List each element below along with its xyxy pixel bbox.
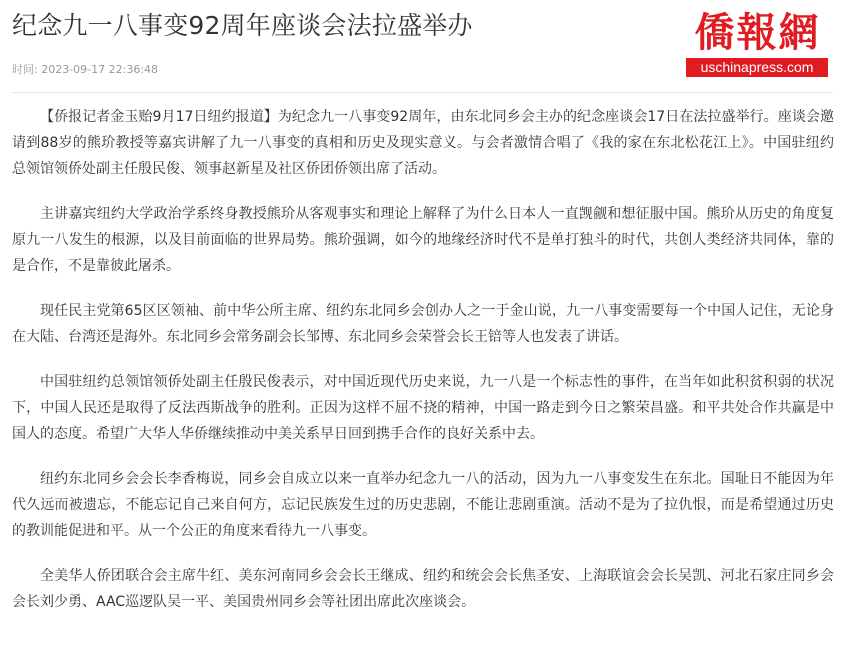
article-paragraph: 主讲嘉宾纽约大学政治学系终身教授熊玠从客观事实和理论上解释了为什么日本人一直觊觎和想征服中国。熊玠从历史的角度复原九一八发生的根源，以及目前面临的世界局势。熊玠强调，如今的地缘经济时代不是单打独斗的时代，共创人类经济共同体，靠的是合作，不是靠彼此屠杀。 [12,206,834,274]
article-paragraph: 现任民主党第65区区领袖、前中华公所主席、纽约东北同乡会创办人之一于金山说，九一八事变需要每一个中国人记住，无论身在大陆、台湾还是海外。东北同乡会常务副会长邹博、东北同乡会荣誉会长王锫等人也发表了讲话。 [12,303,834,345]
article-paragraph: 纽约东北同乡会会长李香梅说，同乡会自成立以来一直举办纪念九一八的活动，因为九一八事变发生在东北。国耻日不能因为年代久远而被遗忘，不能忘记自己来自何方，忘记民族发生过的历史悲剧，不能让悲剧重演。活动不是为了拉仇恨，而是希望通过历史的教训能促进和平。从一个公正的角度来看待九一八事变。 [12,471,834,539]
logo-wordmark: 僑報網 [694,9,821,56]
page-title: 纪念九一八事变92周年座谈会法拉盛举办 [12,11,473,40]
article-paragraph: 中国驻纽约总领馆领侨处副主任殷民俊表示，对中国近现代历史来说，九一八是一个标志性的事件，在当年如此积贫积弱的状况下，中国人民还是取得了反法西斯战争的胜利。正因为这样不屈不挠的精神，中国一路走到今日之繁荣昌盛。和平共处合作共赢是中国人的态度。希望广大华人华侨继续推动中美关系早日回到携手合作的良好关系中去。 [12,374,834,442]
article-paragraph: 全美华人侨团联合会主席牛红、美东河南同乡会会长王继成、纽约和统会会长焦圣安、上海联谊会会长吴凯、河北石家庄同乡会会长刘少勇、AAC巡逻队吴一平、美国贵州同乡会等社团出席此次座谈会。 [12,568,834,610]
article-header [0,0,845,92]
article-body [12,104,834,634]
header-divider [12,92,833,93]
publish-time: 时间: 2023-09-17 22:36:48 [12,63,159,76]
article-paragraph: 【侨报记者金玉贻9月17日纽约报道】为纪念九一八事变92周年，由东北同乡会主办的纪念座谈会17日在法拉盛举行。座谈会邀请到88岁的熊玠教授等嘉宾讲解了九一八事变的真相和历史及现实意义。与会者激情合唱了《我的家在东北松花江上》。中国驻纽约总领馆领侨处副主任殷民俊、领事赵新星及社区侨团侨领出席了活动。 [12,109,834,177]
logo-url: uschinapress.com [686,58,828,77]
site-logo[interactable] [685,10,830,86]
